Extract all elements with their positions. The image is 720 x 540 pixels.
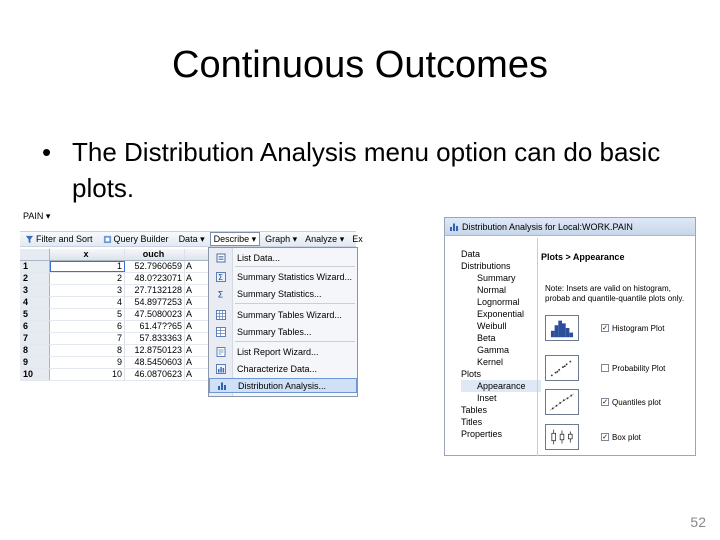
grid-corner[interactable] bbox=[20, 249, 50, 260]
plot-option-quantiles bbox=[545, 388, 695, 416]
grid-cell[interactable]: 12.8750123 bbox=[125, 345, 185, 356]
tree-item-normal[interactable]: Normal bbox=[477, 285, 507, 295]
slide-title: Continuous Outcomes bbox=[172, 44, 548, 86]
row-number: 2 bbox=[20, 273, 50, 284]
menu-divider bbox=[235, 341, 355, 342]
characterize-icon bbox=[216, 364, 226, 374]
grid-cell[interactable]: A bbox=[186, 309, 193, 319]
plot-option-histogram bbox=[545, 314, 695, 342]
tree-item-distributions[interactable]: Distributions bbox=[461, 261, 511, 271]
grid-cell[interactable]: 27.7132128 bbox=[125, 285, 185, 296]
grid-cell[interactable]: 54.8977253 bbox=[125, 297, 185, 308]
table-row[interactable] bbox=[20, 309, 220, 321]
tree-item-plots[interactable]: Plots bbox=[461, 369, 482, 379]
table-row[interactable] bbox=[20, 261, 220, 273]
dialog-title-bar bbox=[445, 218, 695, 236]
dialog-title: Distribution Analysis for Local:WORK.PAIN bbox=[462, 221, 633, 232]
grid-cell[interactable]: A bbox=[186, 297, 193, 307]
query-builder-button[interactable]: Query Builder bbox=[100, 232, 172, 246]
histogram-thumb-icon bbox=[545, 315, 579, 341]
pane-divider bbox=[537, 238, 538, 456]
bullet-text: The Distribution Analysis menu option can do basic plots. bbox=[72, 137, 661, 203]
menu-item-list-data[interactable]: List Data... bbox=[209, 250, 357, 265]
column-header-ouch[interactable]: ouch bbox=[125, 249, 185, 260]
grid-cell[interactable]: 5 bbox=[50, 309, 125, 320]
data-grid bbox=[20, 249, 220, 381]
row-number: 7 bbox=[20, 333, 50, 344]
grid-cell[interactable]: 47.5080023 bbox=[125, 309, 185, 320]
grid-cell[interactable]: 46.0870623 bbox=[125, 369, 185, 380]
probability-plot-checkbox[interactable]: Probability Plot bbox=[601, 364, 665, 373]
report-icon bbox=[216, 347, 226, 357]
tree-item-gamma[interactable]: Gamma bbox=[477, 345, 510, 355]
table-row[interactable] bbox=[20, 369, 220, 381]
grid-cell[interactable]: 9 bbox=[50, 357, 125, 368]
grid-cell[interactable]: 10 bbox=[50, 369, 125, 380]
tree-item-summary[interactable]: Summary bbox=[477, 273, 516, 283]
menu-item-summary-statistics[interactable]: Σ Summary Statistics... bbox=[217, 288, 322, 300]
grid-header-row bbox=[20, 249, 220, 261]
tree-item-kernel[interactable]: Kernel bbox=[477, 357, 504, 367]
table-row[interactable] bbox=[20, 357, 220, 369]
checkbox[interactable]: ✓ bbox=[602, 433, 608, 441]
menu-item-characterize-data[interactable]: Characterize Data... bbox=[209, 361, 357, 376]
analyze-menu[interactable]: Analyze ▾ bbox=[305, 233, 345, 244]
panel-note: Note: Insets are valid on histogram, probab and quantile-quantile plots only. bbox=[545, 284, 685, 303]
box-plot-checkbox[interactable]: ✓ Box plot bbox=[602, 432, 641, 442]
grid-cell[interactable]: 48.0?23071 bbox=[125, 273, 185, 284]
row-number: 6 bbox=[20, 321, 50, 332]
grid-cell[interactable]: 57.833363 bbox=[125, 333, 185, 344]
quantiles-plot-checkbox[interactable]: ✓ Quantiles plot bbox=[602, 397, 661, 407]
tree-item-data[interactable]: Data bbox=[461, 249, 481, 259]
svg-text:Σ: Σ bbox=[217, 290, 224, 300]
menu-divider bbox=[235, 303, 355, 304]
sigma-wizard-icon bbox=[216, 272, 226, 282]
bullet-marker: • bbox=[42, 137, 52, 167]
tree-item-beta[interactable]: Beta bbox=[477, 333, 496, 343]
column-header-x[interactable]: x bbox=[50, 249, 125, 260]
grid-cell[interactable]: A bbox=[186, 261, 193, 271]
grid-cell[interactable]: A bbox=[186, 345, 193, 355]
row-number: 5 bbox=[20, 309, 50, 320]
table-row[interactable] bbox=[20, 285, 220, 297]
probability-thumb-icon bbox=[545, 355, 579, 381]
sigma-icon bbox=[216, 289, 226, 299]
boxplot-thumb-icon bbox=[545, 424, 579, 450]
table-row[interactable] bbox=[20, 333, 220, 345]
tree-item-appearance[interactable]: Appearance bbox=[461, 380, 541, 392]
row-number: 10 bbox=[20, 369, 50, 380]
data-menu[interactable]: Data ▾ bbox=[178, 233, 205, 244]
query-icon bbox=[103, 235, 112, 244]
grid-cell[interactable]: A bbox=[186, 285, 193, 295]
checkbox[interactable]: ✓ bbox=[602, 398, 608, 406]
grid-cell[interactable]: A bbox=[186, 321, 193, 331]
panel-heading: Plots > Appearance bbox=[541, 252, 625, 262]
tree-item-titles[interactable]: Titles bbox=[461, 417, 483, 427]
row-number: 1 bbox=[20, 261, 50, 272]
grid-cell[interactable]: 2 bbox=[50, 273, 125, 284]
table-icon bbox=[216, 327, 226, 337]
filter-icon bbox=[25, 235, 34, 244]
checkbox[interactable] bbox=[601, 364, 609, 372]
filter-sort-button[interactable]: Filter and Sort bbox=[22, 232, 96, 246]
menu-item-summary-tables-wizard[interactable]: Summary Tables Wizard... bbox=[209, 307, 357, 322]
grid-cell[interactable]: 7 bbox=[50, 333, 125, 344]
plot-option-boxplot bbox=[545, 423, 695, 451]
project-label[interactable]: PAIN ▾ bbox=[20, 209, 356, 224]
grid-cell[interactable]: 6 bbox=[50, 321, 125, 332]
grid-cell[interactable]: 61.47??65 bbox=[125, 321, 185, 332]
table-row[interactable] bbox=[20, 345, 220, 357]
tree-item-lognormal[interactable]: Lognormal bbox=[477, 297, 520, 307]
tree-item-properties[interactable]: Properties bbox=[461, 429, 503, 439]
list-icon bbox=[216, 253, 226, 263]
histogram-plot-checkbox[interactable]: ✓ Histogram Plot bbox=[602, 323, 665, 333]
quantiles-thumb-icon bbox=[545, 389, 579, 415]
options-tree bbox=[461, 248, 541, 440]
menu-item-distribution-analysis[interactable]: Distribution Analysis... bbox=[209, 378, 357, 393]
grid-cell[interactable]: 8 bbox=[50, 345, 125, 356]
menu-item-list-report-wizard[interactable]: List Report Wizard... bbox=[209, 344, 357, 359]
histogram-icon bbox=[449, 222, 459, 232]
describe-dropdown-menu bbox=[208, 247, 358, 397]
menu-item-summary-tables[interactable]: Summary Tables... bbox=[209, 324, 357, 339]
bullet-point bbox=[42, 134, 682, 206]
checkbox[interactable]: ✓ bbox=[602, 324, 608, 332]
menu-divider bbox=[235, 266, 355, 267]
row-number: 9 bbox=[20, 357, 50, 368]
tree-item-inset[interactable]: Inset bbox=[477, 393, 497, 403]
tree-item-weibull[interactable]: Weibull bbox=[477, 321, 507, 331]
grid-cell[interactable]: A bbox=[186, 357, 193, 367]
page-number: 52 bbox=[690, 514, 706, 530]
grid-cell[interactable]: A bbox=[186, 333, 193, 343]
grid-cell[interactable]: 4 bbox=[50, 297, 125, 308]
histogram-icon bbox=[217, 381, 227, 391]
svg-text:Σ: Σ bbox=[218, 272, 224, 282]
table-row[interactable] bbox=[20, 321, 220, 333]
row-number: 8 bbox=[20, 345, 50, 356]
task-toolbar bbox=[20, 231, 363, 247]
grid-cell[interactable]: 52.7960659 bbox=[125, 261, 185, 272]
graph-menu[interactable]: Graph ▾ bbox=[265, 233, 298, 244]
table-row[interactable] bbox=[20, 297, 220, 309]
distribution-analysis-dialog-screenshot bbox=[444, 217, 696, 456]
grid-cell[interactable]: 1 bbox=[50, 261, 125, 272]
grid-cell[interactable]: 3 bbox=[50, 285, 125, 296]
table-wizard-icon bbox=[216, 310, 226, 320]
row-number: 3 bbox=[20, 285, 50, 296]
menu-item-summary-statistics-wizard[interactable]: Σ Summary Statistics Wizard... bbox=[218, 271, 353, 282]
tree-item-tables[interactable]: Tables bbox=[461, 405, 488, 415]
grid-cell[interactable]: 48.5450603 bbox=[125, 357, 185, 368]
grid-cell[interactable]: A bbox=[186, 273, 193, 283]
grid-cell[interactable]: A bbox=[186, 369, 193, 379]
table-row[interactable] bbox=[20, 273, 220, 285]
plot-option-probability bbox=[545, 354, 695, 382]
sas-data-grid-screenshot bbox=[20, 209, 363, 395]
tree-item-exponential[interactable]: Exponential bbox=[477, 309, 525, 319]
describe-menu[interactable]: Describe ▾ bbox=[210, 232, 261, 246]
export-menu[interactable]: Ex bbox=[352, 234, 363, 244]
row-number: 4 bbox=[20, 297, 50, 308]
